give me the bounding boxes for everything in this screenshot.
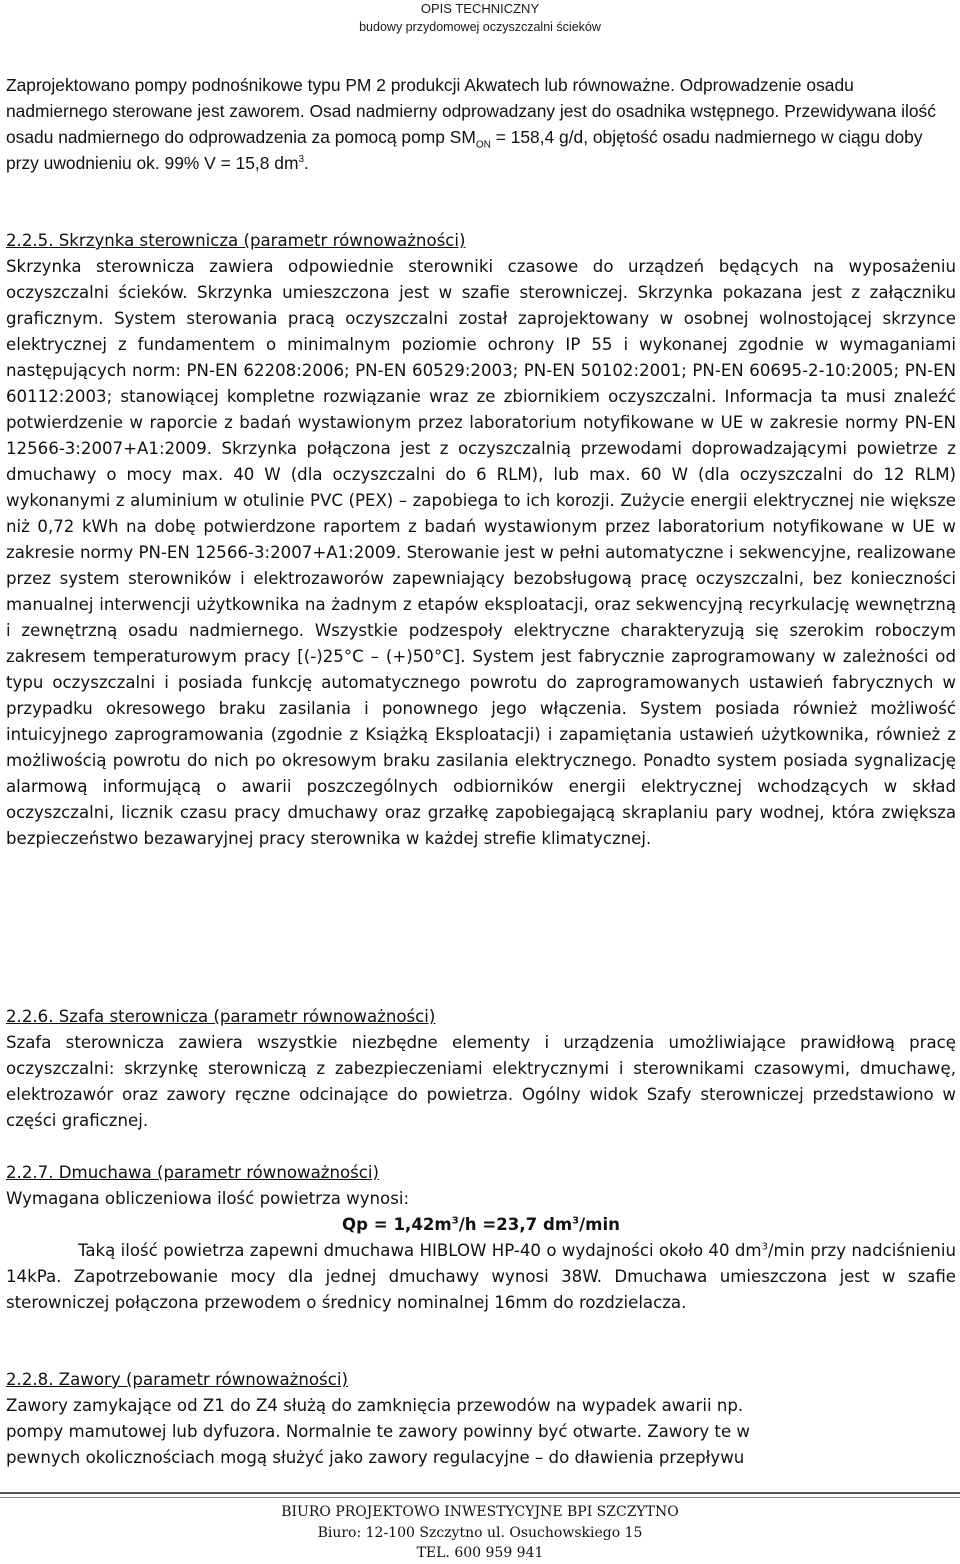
footer-address: Biuro: 12-100 Szczytno ul. Osuchowskiego 15	[317, 1524, 643, 1541]
footer-divider	[0, 1492, 960, 1494]
section-heading: 2.2.6. Szafa sterownicza (parametr równoważności)	[6, 1007, 436, 1026]
formula-sup-1: 3	[451, 1215, 459, 1227]
page-footer	[0, 1502, 960, 1564]
section-2-2-8	[6, 1367, 956, 1471]
footer-company: BIURO PROJEKTOWO INWESTYCYJNE BPI SZCZYTNO	[281, 1504, 679, 1520]
section-line-1: Zawory zamykające od Z1 do Z4 służą do zamknięcia przewodów na wypadek awarii np.	[6, 1396, 744, 1415]
section-heading: 2.2.7. Dmuchawa (parametr równoważności)	[6, 1163, 380, 1182]
page-header	[0, 0, 960, 36]
intro-section	[6, 72, 956, 176]
formula-part-c: /min	[579, 1215, 620, 1234]
formula	[6, 1212, 956, 1238]
footer-divider-thin	[0, 1497, 960, 1498]
section-line-3: pewnych okolicznościach mogą służyć jako zawory regulacyjne – do dławienia przepływu	[6, 1448, 745, 1467]
section-line-2: pompy mamutowej lub dyfuzora. Normalnie te zawory powinny być otwarte. Zawory te w	[6, 1422, 750, 1441]
section-heading: 2.2.8. Zawory (parametr równoważności)	[6, 1370, 348, 1389]
formula-part-a: Qp = 1,42m	[342, 1215, 452, 1234]
intro-subscript: ON	[475, 139, 491, 151]
section-intro: Wymagana obliczeniowa ilość powietrza wynosi:	[6, 1189, 410, 1208]
intro-text-2: = 158,4 g/d, objętość osadu nadmiernego w ciągu doby przy uwodnieniu ok. 99% V = 15,8 dm	[6, 127, 923, 173]
footer-phone: TEL. 600 959 941	[416, 1545, 544, 1561]
section-2-2-5	[6, 228, 956, 852]
section-body: Skrzynka sterownicza zawiera odpowiednie sterowniki czasowe do urządzeń będących na wyposażeniu oczyszczalni ścieków. Skrzynka umieszczona jest w szafie sterowniczej. Skrzynka pokazana jest z załączniku graficznym. System sterowania pracą oczyszczalni został zaprojektowany w osobnej wolnostojącej skrzynce elektrycznej z fundamentem o minimalnym poziomie ochrony IP 55 i wykonanej zgodnie w wymaganiami następujących norm: PN-EN 62208:2006; PN-EN 60529:2003; PN-EN 50102:2001; PN-EN 60695-2-10:2005; PN-EN 60112:2003; stanowiącej kompletne rozwiązanie wraz ze zbiornikiem oczyszczalni. Informacja ta musi znaleźć potwierdzenie w raporcie z badań wystawionym przez laboratorium notyfikowane w UE w zakresie normy PN-EN 12566-3:2007+A1:2009. Skrzynka połączona jest z oczyszczalnią przewodami doprowadzającymi powietrze z dmuchawy o mocy max. 40 W (dla oczyszczalni do 6 RLM), lub max. 60 W (dla oczyszczalni do 12 RLM) wykonanymi z aluminium w otulinie PVC (PEX) – zapobiega to ich korozji. Zużycie energii elektrycznej nie większe niż 0,72 kWh na dobę potwierdzone raportem z badań wystawionym przez laboratorium notyfikowane w UE w zakresie normy PN-EN 12566-3:2007+A1:2009. Sterowanie jest w pełni automatyczne i sekwencyjne, realizowane przez system sterowników i elektrozaworów zapewniający bezobsługową pracę oczyszczalni, bez konieczności manualnej interwencji użytkownika na żadnym z etapów eksploatacji, oraz sekwencyjną recyrkulację wewnętrzną i zewnętrzną osadu nadmiernego. Wszystkie podzespoły elektryczne charakteryzują się szerokim roboczym zakresem temperaturowym pracy [(-)25°C – (+)50°C]. System jest fabrycznie zaprogramowany w zależności od typu oczyszczalni i posiada funkcję automatycznego powrotu do zaprogramowanych ustawień fabrycznych w przypadku okresowego braku zasilania i ponownego jego włączenia. System posiada również możliwość intuicyjnego zaprogramowania (zgodnie z Książką Eksploatacji) i zapamiętania ustawień użytkownika, również z możliwością powrotu do nich po okresowym braku zasilania elektrycznego. Ponadto system posiada sygnalizację alarmową informującą o awarii poszczególnych odbiorników energii elektrycznej wchodzących w skład oczyszczalni, licznik czasu pracy dmuchawy oraz grzałkę zapobiegającą skraplaniu pary wodnej, która zwiększa bezpieczeństwo bezawaryjnej pracy sterownika w każdej strefie klimatycznej.	[6, 257, 956, 848]
section-body	[6, 1238, 956, 1316]
intro-text-3: .	[304, 153, 309, 173]
body-text-a: Taką ilość powietrza zapewni dmuchawa HIBLOW HP-40 o wydajności około 40 dm	[78, 1241, 762, 1260]
header-subtitle: budowy przydomowej oczyszczalni ścieków	[359, 20, 601, 34]
formula-sup-2: 3	[572, 1215, 580, 1227]
body-sup: 3	[761, 1241, 768, 1253]
header-title: OPIS TECHNICZNY	[420, 1, 540, 16]
intro-paragraph	[6, 72, 956, 176]
intro-text-1: Zaprojektowano pompy podnośnikowe typu PM 2 produkcji Akwatech lub równoważne. Odprowadzenie osadu nadmiernego sterowane jest zaworem. Osad nadmierny odprowadzany jest do osadnika wstępnego. Przewidywana ilość osadu nadmiernego do odprowadzenia za pomocą pomp SM	[6, 75, 936, 147]
section-body: Szafa sterownicza zawiera wszystkie niezbędne elementy i urządzenia umożliwiające prawidłową pracę oczyszczalni: skrzynkę sterowniczą z zabezpieczeniami elektrycznymi i sterownikami czasowymi, dmuchawę, elektrozawór oraz zawory ręczne odcinające do powietrza. Ogólny widok Szafy sterowniczej przedstawiono w części graficznej.	[6, 1033, 956, 1130]
intro-superscript: 3	[298, 154, 304, 166]
section-heading: 2.2.5. Skrzynka sterownicza (parametr równoważności)	[6, 231, 466, 250]
formula-part-b: /h =23,7 dm	[458, 1215, 573, 1234]
section-2-2-7	[6, 1160, 956, 1316]
section-2-2-6	[6, 1004, 956, 1134]
body-text-b: /min przy nadciśnieniu 14kPa. Zapotrzebowanie mocy dla jednej dmuchawy wynosi 38W. Dmuchawa umieszczona jest w szafie sterowniczej połączona przewodem o średnicy nominalnej 16mm do rozdzielacza.	[6, 1241, 956, 1312]
